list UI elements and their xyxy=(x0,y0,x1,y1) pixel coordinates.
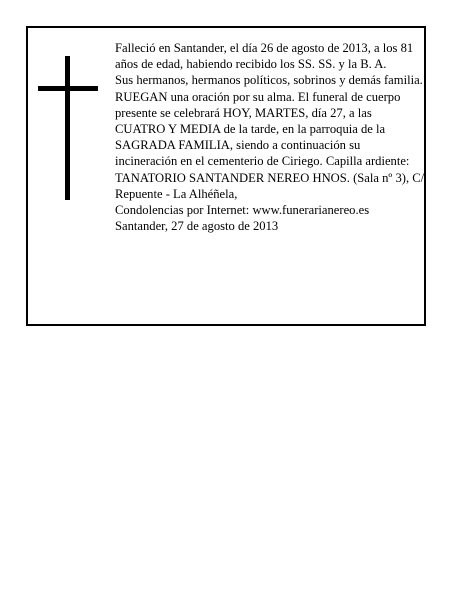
notice-paragraph-date: Santander, 27 de agosto de 2013 xyxy=(115,219,279,234)
notice-paragraph-family: Sus hermanos, hermanos políticos, sobrinos y demás familia. xyxy=(115,73,423,88)
notice-text xyxy=(115,40,425,234)
cross-icon xyxy=(38,56,98,200)
notice-paragraph-condolences: Condolencias por Internet: www.funerarianereo.es xyxy=(115,203,370,218)
cross-vertical-bar xyxy=(65,56,70,200)
notice-paragraph-death: Falleció en Santander, el día 26 de agosto de 2013, a los 81 años de edad, habiendo recibido los SS. SS. y la B. A. xyxy=(115,41,414,72)
notice-paragraph-funeral: RUEGAN una oración por su alma. El funeral de cuerpo presente se celebrará HOY, MARTES, día 27, a las CUATRO Y MEDIA de la tarde, en la parroquia de la SAGRADA FAMILIA, siendo a continuación su incineración en el cementerio de Ciriego. Capilla ardiente: TANATORIO SANTANDER NEREO HNOS. (Sala nº 3), C/ Repuente - La Alhéñela, xyxy=(115,89,425,201)
cross-horizontal-bar xyxy=(38,86,98,91)
obituary-notice xyxy=(26,26,426,326)
